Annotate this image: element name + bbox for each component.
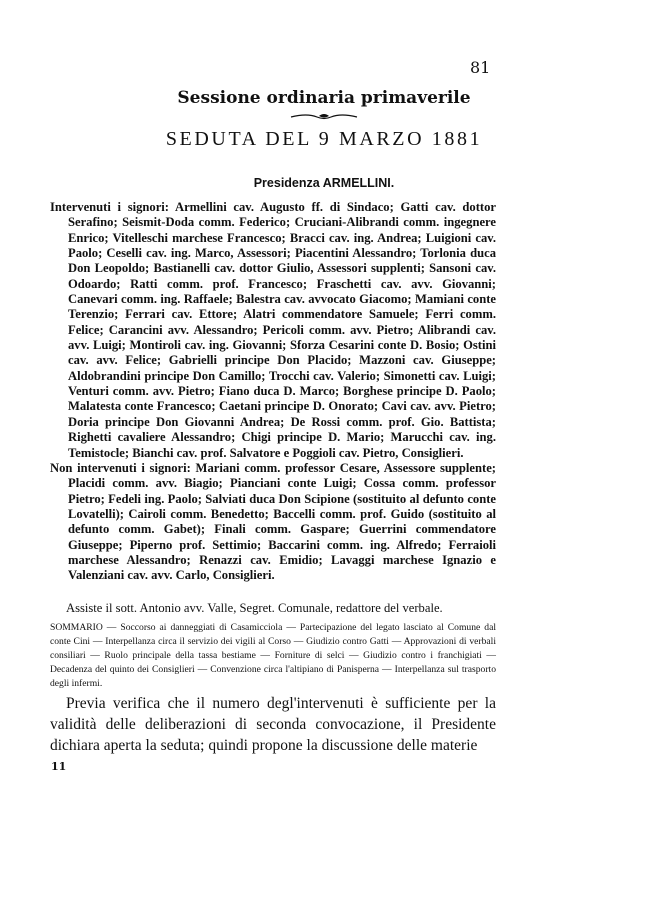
presidency-line: Presidenza ARMELLINI. [253, 176, 395, 190]
flourish-icon [289, 111, 359, 121]
absent-members: Non intervenuti i signori: Mariani comm. professor Cesare, Assessore supplente; Placidi comm. avv. Biagio; Pianciani conte Luigi; Cossa comm. professor Pietro; Fedeli ing. Paolo; Salviati duca Don Scipione (sostituito al defunto conte Lovatelli); Cairoli comm. Benedetto; Baccelli comm. prof. Guido (sostituito al defunto comm. Gabet); Finali comm. Gaspare; Guerrini commendatore Giuseppe; Piperno prof. Settimio; Baccarini comm. ing. Alfredo; Ferraioli marchese Alessandro; Renazzi cav. Emidio; Lavaggi marchese Ignazio e Valenziani cav. avv. Carlo, Consiglieri. [50, 460, 496, 583]
summary-text: Soccorso ai danneggiati di Casamicciola — Partecipazione del legato lasciato al Comune dal conte Cini — Interpellanza circa il servizio dei vigili al Corso — Giudizio contro Gatti — Approvazioni di verbali consiliari — Ruolo principale della tassa bestiame — Forniture di selci — Giudizio contro i franchigiati — Decadenza del quinto dei Consiglieri — Convenzione circa l'altipiano di Panisperna — Interpellanza sul trasporto degli infermi. [50, 622, 496, 690]
summary-label: SOMMARIO — [50, 622, 117, 633]
minutes-paragraph: Previa verifica che il numero degl'intervenuti è sufficiente per la validità delle deliberazioni di seconda convocazione, il Presidente dichiara aperta la seduta; quindi propone la discussione delle materie [50, 695, 496, 754]
session-title: Sessione ordinaria primaverile [177, 88, 471, 108]
present-members: Intervenuti i signori: Armellini cav. Augusto ff. di Sindaco; Gatti cav. dottor Serafino; Seismit-Doda comm. Federico; Cruciani-Alibrandi comm. ingegnere Enrico; Vitelleschi marchese Francesco; Bracci cav. ing. Andrea; Luigioni cav. Paolo; Ceselli cav. ing. Marco, Assessori; Piacentini Alessandro; Torlonia duca Don Leopoldo; Bastianelli cav. dottor Giulio, Assessori supplenti; Sansoni cav. Odoardo; Ratti comm. prof. Francesco; Fraschetti cav. avv. Giovanni; Canevari comm. ing. Raffaele; Balestra cav. avvocato Giacomo; Mamiani conte Terenzio; Ferrari cav. Ettore; Alatri commendatore Samuele; Ferri comm. Felice; Carancini avv. Alessandro; Pericoli comm. avv. Pietro; Alibrandi cav. avv. Luigi; Montiroli cav. ing. Giovanni; Sforza Cesarini conte D. Bosio; Ostini cav. avv. Felice; Gabrielli principe Don Placido; Mazzoni cav. Giuseppe; Aldobrandini principe Don Camillo; Trocchi cav. Valerio; Simonetti cav. Luigi; Venturi comm. avv. Pietro; Fiano duca D. Marco; Borghese principe D. Paolo; Malatesta conte Francesco; Caetani principe D. Onorato; Cavi cav. avv. Pietro; Doria principe Don Giovanni Andrea; De Rossi comm. prof. Gio. Battista; Righetti cavaliere Alessandro; Chigi principe D. Mario; Marucchi cav. ing. Temistocle; Bianchi cav. prof. Salvatore e Poggioli cav. Pietro, Consiglieri. [50, 200, 496, 460]
secretary-line: Assiste il sott. Antonio avv. Valle, Segret. Comunale, redattore del verbale. [66, 601, 443, 615]
meeting-title: SEDUTA DEL 9 MARZO 1881 [165, 128, 483, 150]
page-number: 81 [470, 58, 491, 77]
attendance-list [50, 200, 496, 584]
ornament-divider [0, 111, 648, 124]
summary-block [50, 621, 496, 691]
signature-mark: 11 [51, 760, 67, 773]
